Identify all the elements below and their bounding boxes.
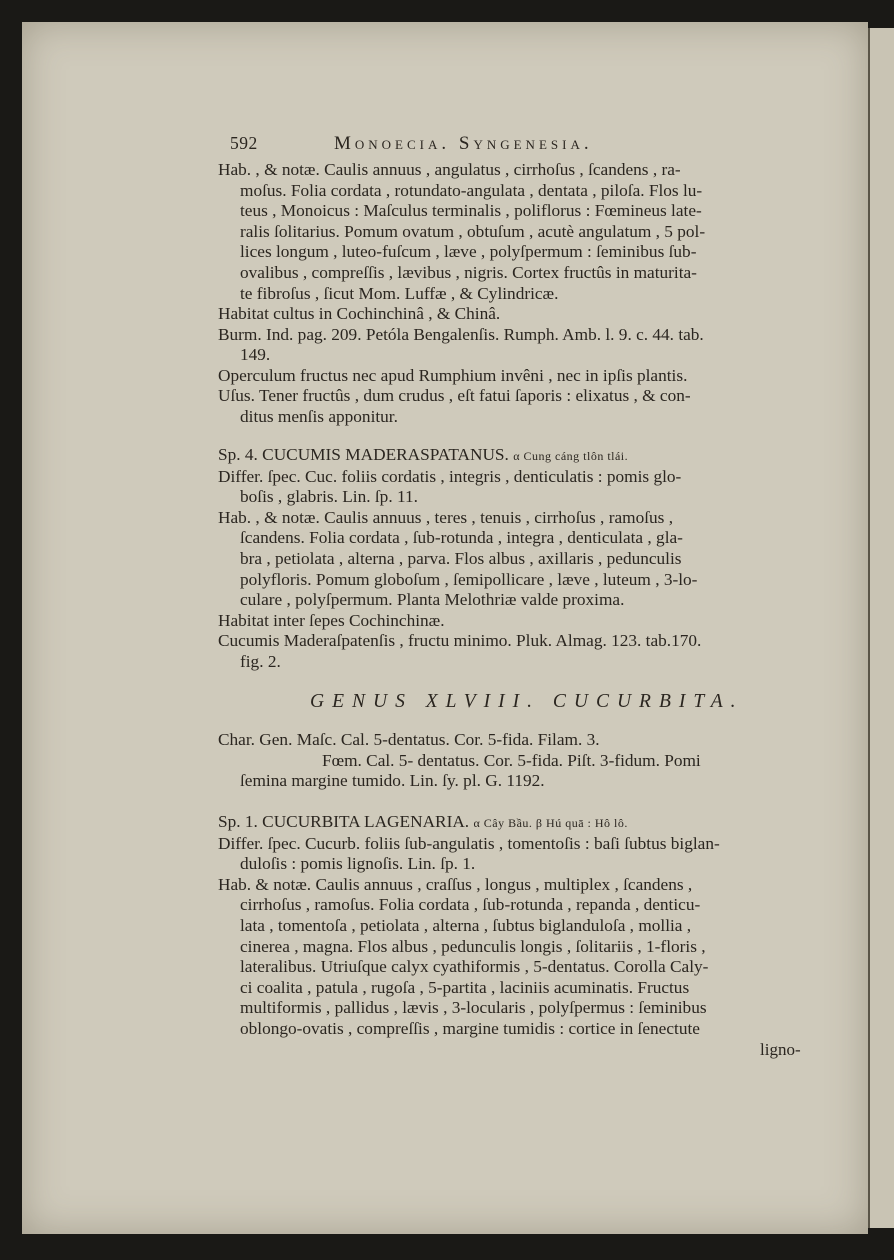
text-line: ditus menſis apponitur. bbox=[240, 406, 398, 426]
text-line: fig. 2. bbox=[240, 651, 281, 671]
vernacular-name: α Cung cáng tlôn tlái. bbox=[513, 449, 629, 463]
text-line: Fœm. Cal. 5- dentatus. Cor. 5-fida. Piſt. 3-fidum. Pomi bbox=[322, 750, 701, 770]
text-line: lateralibus. Utriuſque calyx cyathiformis , 5-dentatus. Corolla Caly- bbox=[240, 957, 709, 977]
text-line: Hab. , & notæ. Caulis annuus , teres , tenuis , cirrhoſus , ramoſus , bbox=[218, 507, 674, 527]
text-line: bra , petiolata , alterna , parva. Flos albus , axillaris , pedunculis bbox=[240, 548, 682, 568]
species-1-entry bbox=[218, 812, 823, 1040]
running-title: Monoecia. Syngenesia. bbox=[334, 133, 593, 154]
species-heading bbox=[218, 812, 823, 834]
text-line: Habitat inter ſepes Cochinchinæ. bbox=[218, 610, 445, 630]
text-line: polyfloris. Pomum globoſum , ſemipollicare , læve , luteum , 3-lo- bbox=[240, 569, 698, 589]
species-name: Sp. 4. CUCUMIS MADERASPATANUS. bbox=[218, 445, 509, 464]
text-line: Cucumis Maderaſpatenſis , fructu minimo. Pluk. Almag. 123. tab.170. bbox=[218, 631, 702, 651]
text-line: oblongo-ovatis , compreſſis , margine tumidis : cortice in ſenectute bbox=[240, 1018, 700, 1038]
text-line: Burm. Ind. pag. 209. Petóla Bengalenſis. Rumph. Amb. l. 9. c. 44. tab. bbox=[218, 324, 704, 344]
text-line: cinerea , magna. Flos albus , pedunculis longis , ſolitariis , 1-floris , bbox=[240, 936, 706, 956]
text-line: 149. bbox=[240, 345, 271, 365]
page-header bbox=[230, 133, 824, 155]
text-line: culare , polyſpermum. Planta Melothriæ valde proxima. bbox=[240, 590, 625, 610]
text-line: lices longum , luteo-fuſcum , læve , polyſpermum : ſeminibus ſub- bbox=[240, 242, 697, 262]
text-line: Char. Gen. Maſc. Cal. 5-dentatus. Cor. 5-fida. Filam. 3. bbox=[218, 730, 600, 749]
genus-heading: GENUS XLVIII. CUCURBITA. bbox=[310, 691, 744, 712]
text-line: Hab. & notæ. Caulis annuus , craſſus , longus , multiplex , ſcandens , bbox=[218, 874, 693, 894]
text-line: Hab. , & notæ. Caulis annuus , angulatus , cirrhoſus , ſcandens , ra- bbox=[218, 160, 681, 179]
facing-page-edge bbox=[868, 28, 894, 1228]
text-line: ovalibus , compreſſis , lævibus , nigris. Cortex fructûs in maturita- bbox=[240, 262, 697, 282]
text-line: Differ. ſpec. Cucurb. foliis ſub-angulatis , tomentoſis : baſi ſubtus biglan- bbox=[218, 833, 720, 853]
text-line: ralis ſolitarius. Pomum ovatum , obtuſum , acutè angulatum , 5 pol- bbox=[240, 221, 706, 241]
text-line: moſus. Folia cordata , rotundato-angulata , dentata , piloſa. Flos lu- bbox=[240, 180, 703, 200]
text-line: multiformis , pallidus , lævis , 3-locularis , polyſpermus : ſeminibus bbox=[240, 998, 707, 1018]
text-line: ci coalita , patula , rugoſa , 5-partita , laciniis acuminatis. Fructus bbox=[240, 977, 690, 997]
text-line: ſcandens. Folia cordata , ſub-rotunda , integra , denticulata , gla- bbox=[240, 528, 683, 548]
text-line: cirrhoſus , ramoſus. Folia cordata , ſub-rotunda , repanda , denticu- bbox=[240, 895, 701, 915]
species-name: Sp. 1. CUCURBITA LAGENARIA. bbox=[218, 812, 470, 831]
page-number: 592 bbox=[230, 133, 258, 153]
text-line: Differ. ſpec. Cuc. foliis cordatis , integris , denticulatis : pomis glo- bbox=[218, 466, 682, 486]
text-line: boſis , glabris. Lin. ſp. 11. bbox=[240, 487, 418, 507]
habitat-block bbox=[218, 304, 823, 428]
text-line: Uſus. Tener fructûs , dum crudus , eſt fatui ſaporis : elixatus , & con- bbox=[218, 386, 691, 406]
text-line: ſemina margine tumido. Lin. ſy. pl. G. 1192. bbox=[240, 771, 545, 791]
catchword: ligno- bbox=[760, 1040, 801, 1059]
genus-characters bbox=[218, 730, 823, 792]
text-line: Operculum fructus nec apud Rumphium invêni , nec in ipſis plantis. bbox=[218, 365, 688, 385]
text-line: duloſis : pomis lignoſis. Lin. ſp. 1. bbox=[240, 854, 476, 874]
species-heading bbox=[218, 445, 823, 467]
species-4-entry bbox=[218, 445, 823, 673]
text-line: Habitat cultus in Cochinchinâ , & Chinâ. bbox=[218, 304, 501, 323]
vernacular-name: α Cây Bầu. β Hú quā : Hô lô. bbox=[473, 816, 628, 830]
text-line: teus , Monoicus : Maſculus terminalis , poliflorus : Fœmineus late- bbox=[240, 201, 702, 221]
description-block bbox=[218, 160, 823, 304]
text-line: te fibroſus , ſicut Mom. Luffæ , & Cylindricæ. bbox=[240, 283, 559, 303]
text-line: lata , tomentoſa , petiolata , alterna , ſubtus biglanduloſa , mollia , bbox=[240, 915, 692, 935]
